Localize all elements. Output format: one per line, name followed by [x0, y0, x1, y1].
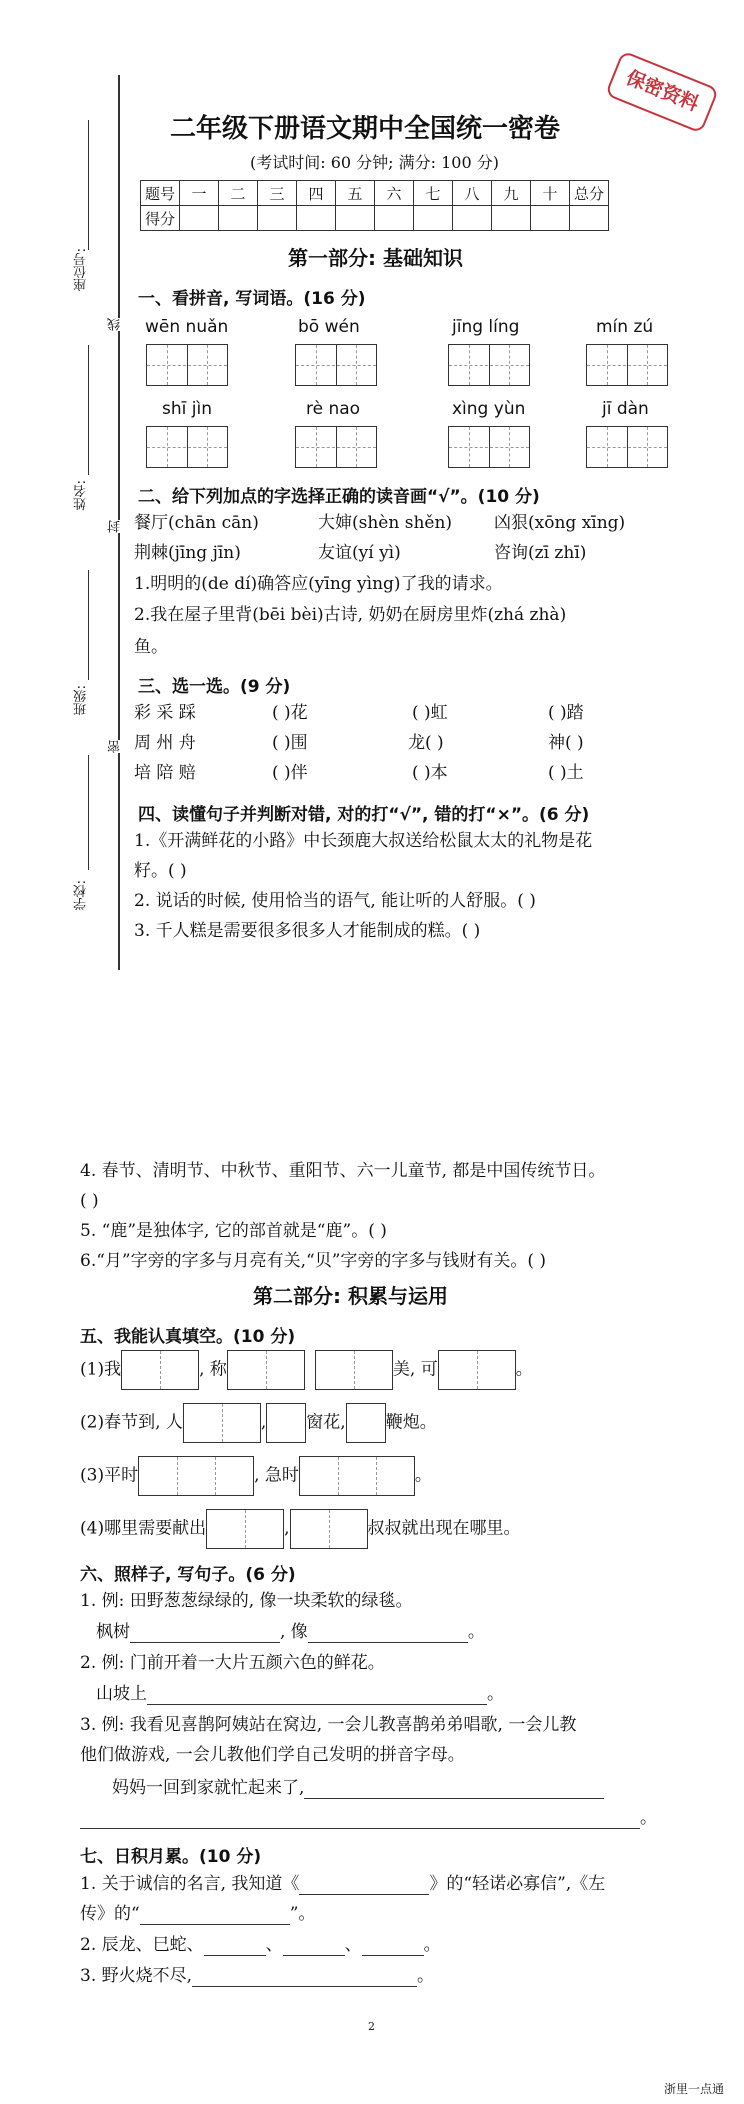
q6-text: 山坡上: [96, 1684, 147, 1704]
q4-item: 2. 说话的时候, 使用恰当的语气, 能让听的人舒服。( ): [134, 891, 536, 911]
q5-text: 叔叔就出现在哪里。: [367, 1518, 521, 1539]
q6-answer-line: [96, 1620, 485, 1643]
q7-text: 传》的“: [80, 1904, 140, 1924]
fill-box[interactable]: [290, 1509, 368, 1549]
q2-item: 大婶(shèn shěn): [318, 513, 453, 533]
q7-text: 3. 野火烧不尽,: [80, 1966, 193, 1986]
score-cell: 题号: [141, 181, 180, 206]
q3-blank[interactable]: ( )伴: [272, 763, 308, 783]
q7-line: [80, 1933, 441, 1956]
q2-item: 友谊(yí yì): [318, 543, 401, 563]
score-cell: 十: [531, 181, 570, 206]
q3-blank[interactable]: ( )围: [272, 733, 308, 753]
q4-item: 籽。( ): [134, 861, 187, 881]
answer-blank[interactable]: [204, 1933, 266, 1956]
q5-text: ,: [284, 1518, 290, 1539]
q3-chars: 培 陪 赔: [134, 763, 196, 783]
fill-box[interactable]: [183, 1403, 261, 1443]
q3-blank[interactable]: ( )土: [548, 763, 584, 783]
q7-line: [80, 1902, 315, 1925]
q2-title: 二、给下列加点的字选择正确的读音画“√”。(10 分): [138, 487, 540, 507]
pinyin-label: rè nao: [306, 399, 361, 419]
q2-item: 餐厅(chān cān): [134, 513, 259, 533]
q5-text: (3)平时: [80, 1465, 139, 1486]
q5-text: 鞭炮。: [385, 1412, 437, 1433]
q6-answer-line: [112, 1776, 604, 1799]
watermark: 浙里一点通: [664, 2082, 725, 2096]
q5-text: 美, 可: [392, 1359, 438, 1380]
q3-blank[interactable]: ( )虹: [412, 703, 448, 723]
q3-chars: 彩 采 踩: [134, 703, 196, 723]
q7-text: 、: [344, 1935, 362, 1955]
score-input-cell[interactable]: [375, 206, 414, 231]
q6-text: 。: [640, 1808, 657, 1828]
fill-box[interactable]: [438, 1350, 516, 1390]
q4-title: 四、读懂句子并判断对错, 对的打“√”, 错的打“×”。(6 分): [138, 805, 590, 825]
q4-item: 3. 千人糕是需要很多很多人才能制成的糕。( ): [134, 921, 481, 941]
q6-example: 2. 例: 门前开着一大片五颜六色的鲜花。: [80, 1653, 385, 1673]
q3-blank[interactable]: ( )踏: [548, 703, 584, 723]
school-underline: [88, 755, 89, 870]
q5-line: [80, 1456, 432, 1496]
pinyin-label: shī jìn: [162, 399, 212, 419]
score-cell: 三: [258, 181, 297, 206]
writing-grid[interactable]: [586, 426, 668, 468]
score-cell: 七: [414, 181, 453, 206]
seat-underline: [88, 120, 89, 250]
q5-text: (1)我: [80, 1359, 122, 1380]
q6-answer-line: [80, 1806, 657, 1829]
writing-grid[interactable]: [295, 344, 377, 386]
answer-blank[interactable]: [130, 1620, 280, 1643]
score-label-cell: 得分: [141, 206, 180, 231]
writing-grid[interactable]: [146, 426, 228, 468]
fill-box[interactable]: [206, 1509, 284, 1549]
answer-blank[interactable]: [140, 1902, 290, 1925]
q5-text: (2)春节到, 人: [80, 1412, 183, 1433]
q1-title: 一、看拼音, 写词语。(16 分): [138, 289, 366, 309]
q6-text: 。: [487, 1684, 504, 1704]
q3-blank[interactable]: 龙( ): [408, 733, 444, 753]
q5-text: 窗花,: [306, 1412, 346, 1433]
q5-line: [80, 1350, 533, 1390]
q4-item: 6.“月”字旁的字多与月亮有关,“贝”字旁的字多与钱财有关。( ): [80, 1251, 547, 1271]
q4-item: 4. 春节、清明节、中秋节、重阳节、六一儿童节, 都是中国传统节日。: [80, 1161, 606, 1181]
q3-blank[interactable]: 神( ): [548, 733, 584, 753]
fill-box[interactable]: [315, 1350, 393, 1390]
q2-item: 凶狠(xōng xīng): [494, 513, 626, 533]
q7-text: 。: [423, 1935, 441, 1955]
score-input-cell[interactable]: [219, 206, 258, 231]
pinyin-label: jī dàn: [602, 399, 649, 419]
score-input-cell[interactable]: [570, 206, 609, 231]
q5-text: , 急时: [254, 1465, 299, 1486]
score-input-cell[interactable]: [414, 206, 453, 231]
answer-blank[interactable]: [362, 1933, 424, 1956]
answer-blank[interactable]: [192, 1964, 417, 1987]
score-table: [140, 180, 609, 231]
q3-chars: 周 州 舟: [134, 733, 196, 753]
q6-answer-line: [96, 1682, 504, 1705]
q6-example: 3. 例: 我看见喜鹊阿姨站在窝边, 一会儿教喜鹊弟弟唱歌, 一会儿教: [80, 1715, 577, 1735]
answer-blank[interactable]: [308, 1620, 468, 1643]
q7-text: ”。: [289, 1904, 316, 1924]
score-input-cell[interactable]: [297, 206, 336, 231]
class-underline: [88, 570, 89, 680]
fill-box[interactable]: [299, 1456, 415, 1496]
seal-char-feng: 封: [108, 520, 123, 533]
q7-line: [80, 1872, 605, 1895]
writing-grid[interactable]: [295, 426, 377, 468]
q2-sentence: 鱼。: [134, 637, 168, 657]
q6-title: 六、照样子, 写句子。(6 分): [80, 1565, 296, 1585]
answer-blank[interactable]: [147, 1682, 487, 1705]
writing-grid[interactable]: [448, 344, 530, 386]
score-cell: 四: [297, 181, 336, 206]
q5-line: [80, 1509, 521, 1549]
class-label: 班级:: [74, 685, 89, 716]
answer-blank[interactable]: [304, 1776, 604, 1799]
q5-line: [80, 1403, 437, 1443]
confidential-stamp: 保密资料: [605, 50, 719, 133]
seal-char-xian: 线: [108, 318, 123, 331]
q7-text: 2. 辰龙、巳蛇、: [80, 1935, 204, 1955]
q5-text: ,: [260, 1412, 267, 1433]
score-input-cell[interactable]: [336, 206, 375, 231]
pinyin-label: bō wén: [298, 317, 360, 337]
score-cell: 八: [453, 181, 492, 206]
q4-item: 5. “鹿”是独体字, 它的部首就是“鹿”。( ): [80, 1221, 387, 1241]
q5-text: , 称: [199, 1359, 227, 1380]
score-input-cell[interactable]: [531, 206, 570, 231]
answer-blank[interactable]: [299, 1872, 429, 1895]
q7-text: 。: [417, 1966, 435, 1986]
q3-blank[interactable]: ( )花: [272, 703, 308, 723]
q5-text: (4)哪里需要献出: [80, 1518, 207, 1539]
score-table-header-row: [141, 181, 609, 206]
q6-example: 1. 例: 田野葱葱绿绿的, 像一块柔软的绿毯。: [80, 1591, 413, 1611]
seal-char-mi: 密: [108, 740, 123, 753]
q2-item: 咨询(zī zhī): [494, 543, 587, 563]
q6-text: 枫树: [96, 1622, 130, 1642]
score-input-cell[interactable]: [180, 206, 219, 231]
q6-text: 妈妈一回到家就忙起来了,: [112, 1778, 305, 1798]
fill-box[interactable]: [346, 1403, 386, 1443]
writing-grid[interactable]: [146, 344, 228, 386]
score-table-score-row: [141, 206, 609, 231]
q3-title: 三、选一选。(9 分): [138, 677, 291, 697]
name-label: 姓名:: [74, 480, 89, 511]
q2-item: 荆棘(jīng jīn): [134, 543, 241, 563]
pinyin-label: mín zú: [596, 317, 654, 337]
score-cell: 一: [180, 181, 219, 206]
q3-blank[interactable]: ( )本: [412, 763, 448, 783]
pinyin-label: xìng yùn: [452, 399, 526, 419]
fill-box[interactable]: [121, 1350, 199, 1390]
q6-example: 他们做游戏, 一会儿教他们学自己发明的拼音字母。: [80, 1745, 465, 1765]
q6-text: 。: [467, 1622, 485, 1642]
q7-text: 1. 关于诚信的名言, 我知道《: [80, 1874, 300, 1894]
q5-text: 。: [414, 1465, 432, 1486]
q5-title: 五、我能认真填空。(10 分): [80, 1327, 296, 1347]
q4-item: 1.《开满鲜花的小路》中长颈鹿大叔送给松鼠太太的礼物是花: [134, 831, 593, 851]
score-input-cell[interactable]: [258, 206, 297, 231]
answer-blank[interactable]: [283, 1933, 345, 1956]
pinyin-label: wēn nuǎn: [145, 317, 229, 337]
exam-info: (考试时间: 60 分钟; 满分: 100 分): [250, 153, 499, 172]
writing-grid[interactable]: [586, 344, 668, 386]
pinyin-label: jīng líng: [452, 317, 520, 337]
score-cell: 六: [375, 181, 414, 206]
q6-text: , 像: [280, 1622, 308, 1642]
fill-box[interactable]: [138, 1456, 254, 1496]
score-cell: 五: [336, 181, 375, 206]
q2-sentence: 2.我在屋子里背(bēi bèi)古诗, 奶奶在厨房里炸(zhá zhà): [134, 605, 567, 625]
answer-blank[interactable]: [80, 1806, 640, 1829]
score-input-cell[interactable]: [492, 206, 531, 231]
q7-text: 、: [265, 1935, 283, 1955]
school-label: 学校:: [74, 880, 89, 911]
q4-item: ( ): [80, 1191, 99, 1211]
part2-title: 第二部分: 积累与运用: [253, 1284, 448, 1308]
score-cell: 九: [492, 181, 531, 206]
writing-grid[interactable]: [448, 426, 530, 468]
page-title: 二年级下册语文期中全国统一密卷: [170, 114, 561, 144]
score-cell: 二: [219, 181, 258, 206]
seat-label: 座位号:: [74, 248, 89, 292]
part1-title: 第一部分: 基础知识: [288, 246, 463, 270]
name-underline: [88, 345, 89, 475]
fill-box[interactable]: [227, 1350, 305, 1390]
q7-text: 》的“轻诺必寡信”,《左: [429, 1874, 606, 1894]
page-number: 2: [368, 2020, 375, 2033]
q2-sentence: 1.明明的(de dí)确答应(yīng yìng)了我的请求。: [134, 574, 503, 594]
fill-box[interactable]: [266, 1403, 306, 1443]
score-input-cell[interactable]: [453, 206, 492, 231]
q5-text: 。: [515, 1359, 533, 1380]
q7-line: [80, 1964, 434, 1987]
score-cell: 总分: [570, 181, 609, 206]
q7-title: 七、日积月累。(10 分): [80, 1847, 262, 1867]
